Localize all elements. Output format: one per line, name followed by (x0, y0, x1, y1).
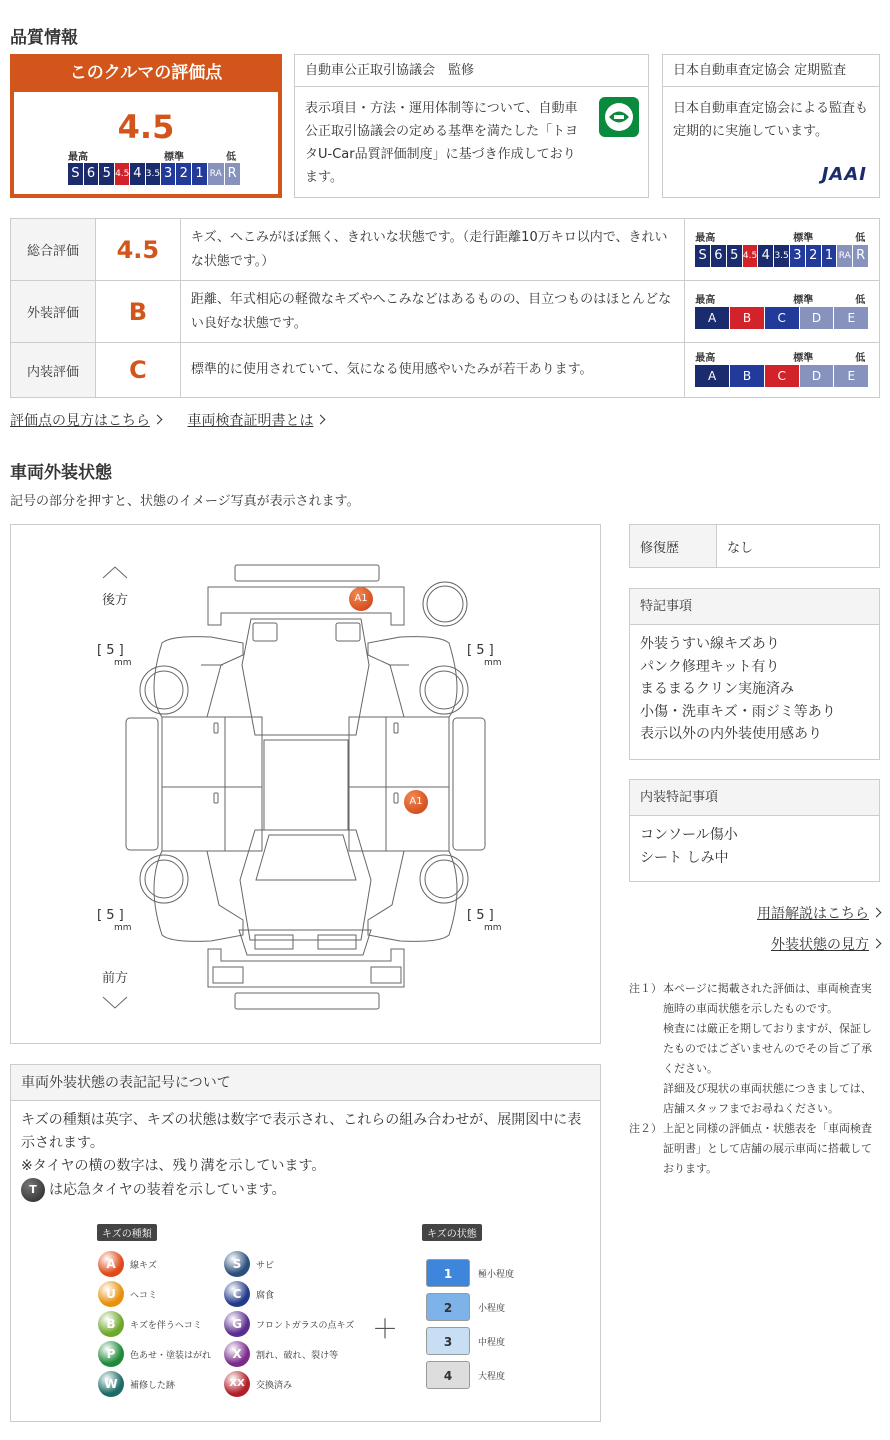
scale-label: 標準 (793, 353, 814, 364)
evaluation-row (11, 281, 880, 343)
front-label: 前方 (102, 971, 129, 986)
legend-kind-label: 色あせ・塗装はがれ (130, 1350, 212, 1361)
note1-label: 注１） (629, 982, 662, 995)
evaluation-scale (685, 281, 880, 343)
special-notes-panel (629, 588, 880, 760)
scale-cell: B (730, 307, 765, 329)
list-item: 小傷・洗車キズ・雨ジミ等あり (640, 703, 836, 720)
legend-kind-item (224, 1311, 354, 1337)
score-scale-cell: 2 (176, 163, 192, 185)
legend-kind-item (98, 1371, 175, 1397)
evaluation-scale-bar (695, 307, 869, 329)
evaluation-value: B (95, 281, 180, 343)
score-scale (68, 163, 241, 185)
note1-c: 詳細及び現状の車両状態につきましては、店舗スタッフまでお尋ねください。 (663, 1082, 872, 1115)
certificate-link[interactable]: 車両検査証明書とは (187, 413, 324, 429)
legend-kind-item (224, 1281, 274, 1307)
scale-cell: RA (837, 245, 853, 267)
legend-kind-label: フロントガラスの点キズ (256, 1320, 355, 1331)
scale-cell: 5 (727, 245, 743, 267)
legend-kind-symbol: P (98, 1341, 124, 1367)
exterior-howto-link[interactable]: 外装状態の見方 (771, 937, 880, 953)
scale-label: 標準 (793, 295, 814, 306)
legend-kind-item (98, 1281, 157, 1307)
spare-tire-icon: T (21, 1178, 45, 1202)
evaluation-desc: 標準的に使用されていて、気になる使用感やいたみが若干あります。 (180, 343, 684, 398)
score-scale-cell: 6 (84, 163, 100, 185)
scale-label: 低 (855, 353, 866, 364)
damage-marker-rear[interactable]: A1 (349, 587, 373, 611)
list-item: コンソール傷小 (640, 827, 738, 843)
legend-panel (10, 1064, 601, 1422)
scale-cell: E (834, 365, 869, 387)
scale-label: 最高 (695, 295, 716, 306)
scale-cell: R (853, 245, 869, 267)
jaai-body: 日本自動車査定協会による監査も定期的に実施しています。 (673, 101, 869, 139)
legend-kind-symbol: G (224, 1311, 250, 1337)
legend-state-number: 2 (426, 1293, 470, 1321)
legend-kind-label: 補修した跡 (130, 1380, 176, 1391)
legend-state-label: 大程度 (478, 1371, 506, 1382)
evaluation-row (11, 219, 880, 281)
evaluation-scale (685, 219, 880, 281)
repair-value: なし (717, 525, 880, 568)
scale-cell: E (834, 307, 869, 329)
kousei-body: 表示項目・方法・運用体制等について、自動車公正取引協議会の定める基準を満たした「トヨタU-Car品質評価制度」に基づき作成しております。 (305, 101, 579, 185)
chevron-right-icon (153, 415, 163, 425)
score-title: このクルマの評価点 (69, 63, 223, 83)
special-head: 特記事項 (630, 589, 879, 625)
scale-cell: C (765, 365, 800, 387)
list-item: パンク修理キット有り (640, 658, 780, 675)
score-scale-cell: 3 (161, 163, 177, 185)
scale-cell: 2 (806, 245, 822, 267)
legend-kind-item (98, 1311, 202, 1337)
notes (629, 979, 880, 1179)
score-scale-cell: 4.5 (115, 163, 130, 185)
scale-cell: C (765, 307, 800, 329)
list-item: シート しみ中 (640, 849, 729, 866)
tread-rear-right: [ 5 ] mm (467, 643, 502, 668)
interior-notes-panel (629, 779, 880, 882)
jaai-logo: JAAI (821, 164, 867, 185)
scale-label: 標準 (793, 233, 814, 244)
terms-link[interactable]: 用語解説はこちら (757, 906, 880, 922)
scale-cell: 6 (711, 245, 727, 267)
list-item: まるまるクリン実施済み (640, 681, 794, 698)
kousei-head: 自動車公正取引協議会 監修 (295, 55, 648, 87)
legend-state-number: 1 (426, 1259, 470, 1287)
score-scale-cell: R (225, 163, 241, 185)
scale-cell: D (800, 365, 835, 387)
score-scale-cell: 1 (192, 163, 208, 185)
scale-label: 低 (855, 233, 866, 244)
fair-trade-logo-icon (598, 96, 640, 138)
evaluation-label: 外装評価 (11, 281, 96, 343)
scale-cell: 4.5 (743, 245, 759, 267)
evaluation-desc: キズ、へこみがほぼ無く、きれいな状態です。（走行距離10万キロ以内で、きれいな状態です。） (180, 219, 684, 281)
legend-state-number: 3 (426, 1327, 470, 1355)
scale-label: 低 (855, 295, 866, 306)
legend-kind-symbol: C (224, 1281, 250, 1307)
legend-state-item (426, 1292, 505, 1322)
evaluation-value: 4.5 (95, 219, 180, 281)
scale-low-label: 低 (226, 152, 236, 163)
legend-kind-symbol: A (98, 1251, 124, 1277)
legend-kind-item (98, 1341, 211, 1367)
legend-kind-symbol: W (98, 1371, 124, 1397)
legend-kind-label: 腐食 (256, 1290, 275, 1301)
note2-label: 注２） (629, 1122, 662, 1135)
evaluation-desc: 距離、年式相応の軽微なキズやへこみなどはあるものの、目立つものはほとんどない良好な状態です。 (180, 281, 684, 343)
legend-kind-symbol: XX (224, 1371, 250, 1397)
quality-heading: 品質情報 (10, 28, 78, 48)
evaluation-scale-bar (695, 365, 869, 387)
evaluation-scale-bar (695, 245, 869, 267)
evaluation-label: 内装評価 (11, 343, 96, 398)
interior-list (630, 816, 879, 877)
list-item: 外装うすい線キズあり (640, 636, 780, 652)
score-howto-link[interactable]: 評価点の見方はこちら (10, 413, 161, 429)
legend-kind-item (98, 1251, 157, 1277)
scale-cell: 4 (758, 245, 774, 267)
evaluation-value: C (95, 343, 180, 398)
damage-marker-right-door[interactable]: A1 (404, 790, 428, 814)
interior-head: 内装特記事項 (630, 780, 879, 816)
car-diagram (10, 524, 601, 1044)
note1-a: 本ページに掲載された評価は、車両検査実施時の車両状態を示したものです。 (663, 982, 872, 1015)
scale-cell: A (695, 365, 730, 387)
evaluation-scale (685, 343, 880, 398)
legend-kind-item (224, 1341, 338, 1367)
score-scale-cell: 5 (99, 163, 115, 185)
legend-kind-label: キズを伴うヘコミ (130, 1320, 202, 1331)
jaai-head: 日本自動車査定協会 定期監査 (663, 55, 879, 87)
chevron-right-icon (872, 939, 882, 949)
legend-kind-symbol: B (98, 1311, 124, 1337)
rear-label: 後方 (102, 593, 129, 608)
legend-kind-label: ヘコミ (130, 1290, 158, 1301)
kind-tag: キズの種類 (97, 1224, 157, 1241)
evaluation-row (11, 343, 880, 398)
score-scale-cell: 4 (130, 163, 146, 185)
special-list (630, 625, 879, 754)
legend-kind-label: 交換済み (256, 1380, 293, 1391)
scale-cell: 3 (790, 245, 806, 267)
car-outline-diagram (11, 525, 600, 1043)
jaai-panel (662, 54, 880, 198)
plus-icon: ＋ (372, 1315, 399, 1345)
kousei-panel (294, 54, 649, 198)
chevron-right-icon (316, 415, 326, 425)
legend-state-label: 中程度 (478, 1337, 506, 1348)
legend-p1: キズの種類は英字、キズの状態は数字で表示され、これらの組み合わせが、展開図中に表示されます。 (21, 1112, 582, 1151)
note2: 上記と同様の評価点・状態表を「車両検査証明書」として店舗の展示車両に搭載しております。 (663, 1122, 872, 1175)
legend-kind-symbol: S (224, 1251, 250, 1277)
scale-high-label: 最高 (68, 152, 88, 163)
tread-front-right: [ 5 ] mm (467, 908, 502, 933)
legend-kind-label: サビ (256, 1260, 275, 1271)
legend-kind-item (224, 1371, 292, 1397)
score-value: 4.5 (117, 108, 175, 146)
score-scale-cell: RA (208, 163, 225, 185)
tread-rear-left: [ 5 ] mm (97, 643, 132, 668)
scale-cell: 1 (822, 245, 838, 267)
legend-p3: は応急タイヤの装着を示しています。 (49, 1181, 286, 1198)
state-tag: キズの状態 (422, 1224, 482, 1241)
legend-kind-symbol: U (98, 1281, 124, 1307)
legend-head: 車両外装状態の表記記号について (11, 1065, 600, 1101)
score-box (10, 54, 282, 198)
exterior-subtext: 記号の部分を押すと、状態のイメージ写真が表示されます。 (10, 494, 360, 509)
scale-cell: A (695, 307, 730, 329)
legend-kind-label: 線キズ (130, 1260, 157, 1271)
tread-front-left: [ 5 ] mm (97, 908, 132, 933)
evaluation-table (10, 218, 880, 398)
legend-state-item (426, 1360, 505, 1390)
legend-kind-item (224, 1251, 274, 1277)
score-inner (14, 92, 278, 194)
note1-b: 検査には厳正を期しておりますが、保証したものではございませんのでその旨ご了承ください。 (663, 1022, 872, 1075)
scale-std-label: 標準 (164, 152, 184, 163)
legend-state-number: 4 (426, 1361, 470, 1389)
scale-cell: D (800, 307, 835, 329)
legend-kind-symbol: X (224, 1341, 250, 1367)
exterior-heading: 車両外装状態 (10, 463, 112, 483)
score-scale-cell: S (68, 163, 84, 185)
repair-history-table (629, 524, 880, 568)
legend-state-label: 極小程度 (478, 1269, 515, 1280)
chevron-right-icon (872, 908, 882, 918)
scale-cell: S (695, 245, 711, 267)
legend-state-item (426, 1258, 514, 1288)
evaluation-label: 総合評価 (11, 219, 96, 281)
legend-state-label: 小程度 (478, 1303, 506, 1314)
scale-cell: 3.5 (774, 245, 790, 267)
list-item: 表示以外の内外装使用感あり (640, 726, 822, 743)
scale-label: 最高 (695, 233, 716, 244)
legend-state-item (426, 1326, 505, 1356)
scale-cell: B (730, 365, 765, 387)
score-scale-cell: 3.5 (146, 163, 161, 185)
repair-label: 修復歴 (630, 525, 717, 568)
scale-label: 最高 (695, 353, 716, 364)
legend-p2: ※タイヤの横の数字は、残り溝を示しています。 (21, 1158, 326, 1174)
legend-kind-label: 割れ、破れ、裂け等 (256, 1350, 339, 1361)
